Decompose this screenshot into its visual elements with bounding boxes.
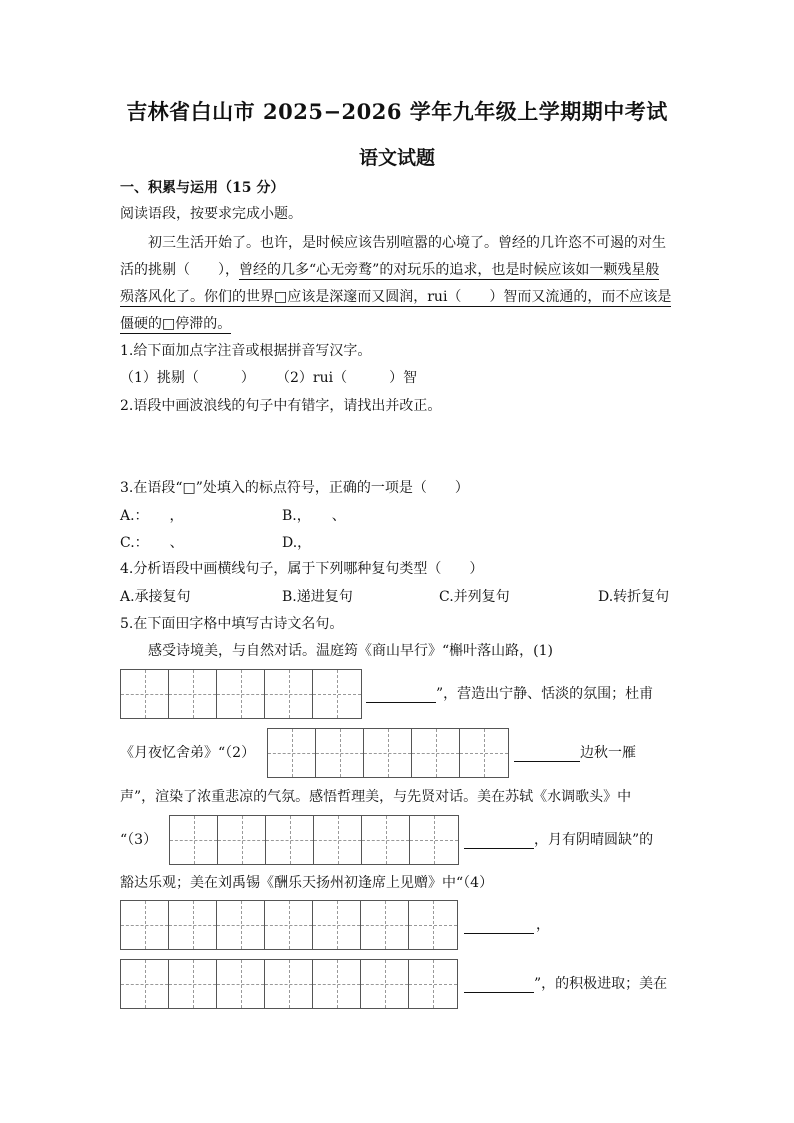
punctuation-box-1: □ [274, 289, 288, 305]
writing-grid-2[interactable] [267, 728, 509, 778]
writing-grid-5[interactable] [120, 959, 458, 1009]
q5-line-3: 声”，渲染了浓重悲凉的气氛。感悟哲理美，与先贤对话。美在苏轼《水调歌头》中 [120, 789, 632, 805]
wavy-sentence-end: 停滞的。 [175, 316, 232, 332]
answer-blank-3[interactable] [464, 834, 534, 849]
q5-after-4a: ， [536, 917, 550, 933]
wavy-sentence-middle: 应该是深邃而又圆润，rui（ ）智而又流通的，而不应该是 [287, 289, 672, 305]
q3-option-a: A.： ， [120, 508, 184, 524]
q3-option-d: D.， [282, 535, 312, 551]
underlined-sentence-end: 殒落风化了。 [120, 289, 204, 305]
q5-after-1: ”，营造出宁静、恬淡的氛围；杜甫 [436, 686, 654, 702]
q5-before-3: “（3） [120, 832, 158, 848]
q5-intro: 感受诗境美，与自然对话。温庭筠《商山早行》“槲叶落山路，(1) [148, 643, 553, 659]
passage-line-3 [120, 287, 671, 307]
q4-option-d: D.转折复句 [598, 589, 670, 605]
answer-blank-2[interactable] [514, 747, 580, 762]
question-3: 3.在语段“□”处填入的标点符号，正确的一项是（ ） [120, 480, 469, 496]
underlined-sentence: 曾经的几多“心无旁鹜”的对玩乐的追求，也是时候应该如一颗残星般 [239, 262, 660, 278]
q3-option-c: C.： 、 [120, 535, 184, 551]
q3-option-b: B.， 、 [282, 508, 346, 524]
answer-blank-5[interactable] [464, 978, 534, 993]
section-heading: 一、积累与运用（15 分） [120, 180, 285, 196]
passage-line-1: 初三生活开始了。也许，是时候应该告别喧嚣的心境了。曾经的几许恣不可遏的对生 [148, 235, 666, 251]
q5-after-3: ，月有阴晴圆缺”的 [534, 832, 654, 848]
answer-blank-4[interactable] [464, 919, 534, 934]
question-1: 1.给下面加点字注音或根据拼音写汉字。 [120, 343, 372, 359]
instruction: 阅读语段，按要求完成小题。 [120, 206, 302, 222]
q5-after-4b: ”，的积极进取；美在 [534, 976, 668, 992]
q4-option-c: C.并列复句 [439, 589, 510, 605]
q4-option-b: B.递进复句 [282, 589, 353, 605]
q4-option-a: A.承接复句 [120, 589, 191, 605]
writing-grid-1[interactable] [120, 669, 362, 719]
q1-item-1: （1）挑剔（ ） [120, 370, 255, 386]
exam-title: 吉林省白山市 2025−2026 学年九年级上学期期中考试 [126, 99, 668, 124]
passage-text: 活的挑剔（ ）， [120, 262, 239, 278]
answer-blank-1[interactable] [366, 688, 436, 703]
q1-item-2: （2）rui（ ）智 [276, 370, 418, 386]
exam-subtitle: 语文试题 [358, 147, 435, 169]
question-4: 4.分析语段中画横线句子，属于下列哪种复句类型（ ） [120, 561, 484, 577]
q5-after-2: 边秋一雁 [580, 745, 636, 761]
question-5: 5.在下面田字格中填写古诗文名句。 [120, 616, 344, 632]
wavy-sentence-text: 僵硬的 [120, 316, 162, 332]
passage-line-4 [120, 314, 231, 334]
writing-grid-3[interactable] [169, 815, 459, 865]
question-2: 2.语段中画波浪线的句子中有错字，请找出并改正。 [120, 398, 442, 414]
wavy-sentence-start: 你们的世界 [204, 289, 274, 305]
q5-before-2: 《月夜忆舍弟》“（2） [120, 745, 256, 761]
writing-grid-4[interactable] [120, 900, 458, 950]
passage-line-2 [120, 260, 659, 280]
q5-line-4: 豁达乐观；美在刘禹锡《酬乐天扬州初逢席上见赠》中“（4） [120, 875, 494, 891]
punctuation-box-2: □ [162, 316, 176, 332]
